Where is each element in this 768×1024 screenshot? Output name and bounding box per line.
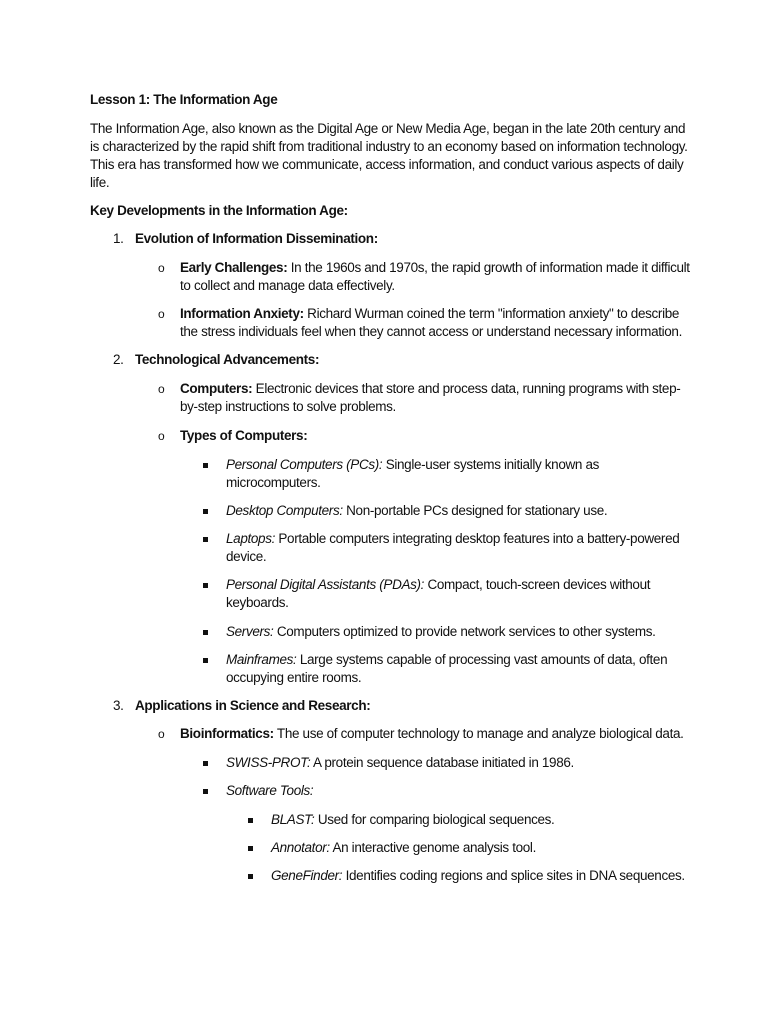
section-number: 3. xyxy=(113,698,124,713)
section-heading: Applications in Science and Research: xyxy=(135,698,371,713)
item-line xyxy=(226,530,679,548)
item-text: Identifies coding regions and splice sites in DNA sequences. xyxy=(342,868,685,883)
bullet-icon xyxy=(203,658,208,663)
item-text: Non-portable PCs designed for stationary use. xyxy=(342,503,608,518)
item-text: keyboards. xyxy=(226,595,289,610)
item-line xyxy=(226,623,656,641)
item-text: Single-user systems initially known as xyxy=(382,457,600,472)
item-term: Personal Digital Assistants (PDAs): xyxy=(226,577,425,592)
section-number: 2. xyxy=(113,352,124,367)
bullet-icon xyxy=(248,846,253,851)
lesson-title: Lesson 1: The Information Age xyxy=(90,92,278,107)
item-term: Annotator: xyxy=(271,840,330,855)
item-term: Software Tools: xyxy=(226,783,314,798)
item-text: device. xyxy=(226,549,267,564)
item-text: A protein sequence database initiated in 1986. xyxy=(310,755,574,770)
bullet-icon xyxy=(203,463,208,468)
item-line xyxy=(180,725,684,743)
item-term: SWISS-PROT: xyxy=(226,755,311,770)
item-term: Desktop Computers: xyxy=(226,503,343,518)
bullet-icon xyxy=(248,818,253,823)
item-line xyxy=(180,305,679,323)
section-heading: Evolution of Information Dissemination: xyxy=(135,231,378,246)
bullet-icon xyxy=(203,509,208,514)
intro-line: The Information Age, also known as the Digital Age or New Media Age, began in the late 20th century and xyxy=(90,121,686,136)
list-marker: o xyxy=(158,307,165,321)
list-marker: o xyxy=(158,429,165,443)
list-marker: o xyxy=(158,261,165,275)
bullet-icon xyxy=(203,630,208,635)
intro-line: This era has transformed how we communicate, access information, and conduct various aspects of daily xyxy=(90,157,684,172)
item-line xyxy=(180,259,690,277)
item-line xyxy=(226,502,607,520)
item-text: to collect and manage data effectively. xyxy=(180,278,395,293)
item-term: GeneFinder: xyxy=(271,868,343,883)
item-text: Large systems capable of processing vast amounts of data, often xyxy=(296,652,668,667)
item-line xyxy=(226,651,667,669)
bullet-icon xyxy=(248,874,253,879)
item-text: Computers optimized to provide network services to other systems. xyxy=(273,624,656,639)
item-term: Computers: xyxy=(180,381,253,396)
item-text: Portable computers integrating desktop features into a battery-powered xyxy=(275,531,680,546)
item-text: Richard Wurman coined the term "information anxiety" to describe xyxy=(303,306,680,321)
intro-line: is characterized by the rapid shift from traditional industry to an economy based on information technology. xyxy=(90,139,688,154)
item-line xyxy=(180,380,680,398)
list-marker: o xyxy=(158,382,165,396)
intro-line: life. xyxy=(90,175,110,190)
list-marker: o xyxy=(158,727,165,741)
item-text: Compact, touch-screen devices without xyxy=(424,577,651,592)
bullet-icon xyxy=(203,761,208,766)
item-term: BLAST: xyxy=(271,812,315,827)
item-line xyxy=(226,754,574,772)
item-term: Servers: xyxy=(226,624,274,639)
item-text: microcomputers. xyxy=(226,475,321,490)
item-line xyxy=(226,782,313,800)
item-term: Mainframes: xyxy=(226,652,297,667)
item-line xyxy=(271,839,536,857)
bullet-icon xyxy=(203,537,208,542)
item-term: Personal Computers (PCs): xyxy=(226,457,383,472)
key-developments-heading: Key Developments in the Information Age: xyxy=(90,203,348,218)
bullet-icon xyxy=(203,583,208,588)
item-text: Electronic devices that store and process data, running programs with step- xyxy=(252,381,681,396)
item-term: Bioinformatics: xyxy=(180,726,274,741)
item-text: The use of computer technology to manage and analyze biological data. xyxy=(273,726,684,741)
item-line xyxy=(271,867,685,885)
bullet-icon xyxy=(203,789,208,794)
item-term: Information Anxiety: xyxy=(180,306,304,321)
item-text: by-step instructions to solve problems. xyxy=(180,399,396,414)
item-line xyxy=(226,576,650,594)
section-heading: Technological Advancements: xyxy=(135,352,320,367)
item-term: Types of Computers: xyxy=(180,428,308,443)
item-line xyxy=(271,811,554,829)
item-text: the stress individuals feel when they cannot access or understand necessary information. xyxy=(180,324,682,339)
item-text: occupying entire rooms. xyxy=(226,670,362,685)
item-term: Laptops: xyxy=(226,531,275,546)
item-line xyxy=(226,456,599,474)
section-number: 1. xyxy=(113,231,124,246)
item-term: Early Challenges: xyxy=(180,260,288,275)
item-text: Used for comparing biological sequences. xyxy=(314,812,555,827)
item-text: An interactive genome analysis tool. xyxy=(329,840,536,855)
item-text: In the 1960s and 1970s, the rapid growth of information made it difficult xyxy=(287,260,690,275)
